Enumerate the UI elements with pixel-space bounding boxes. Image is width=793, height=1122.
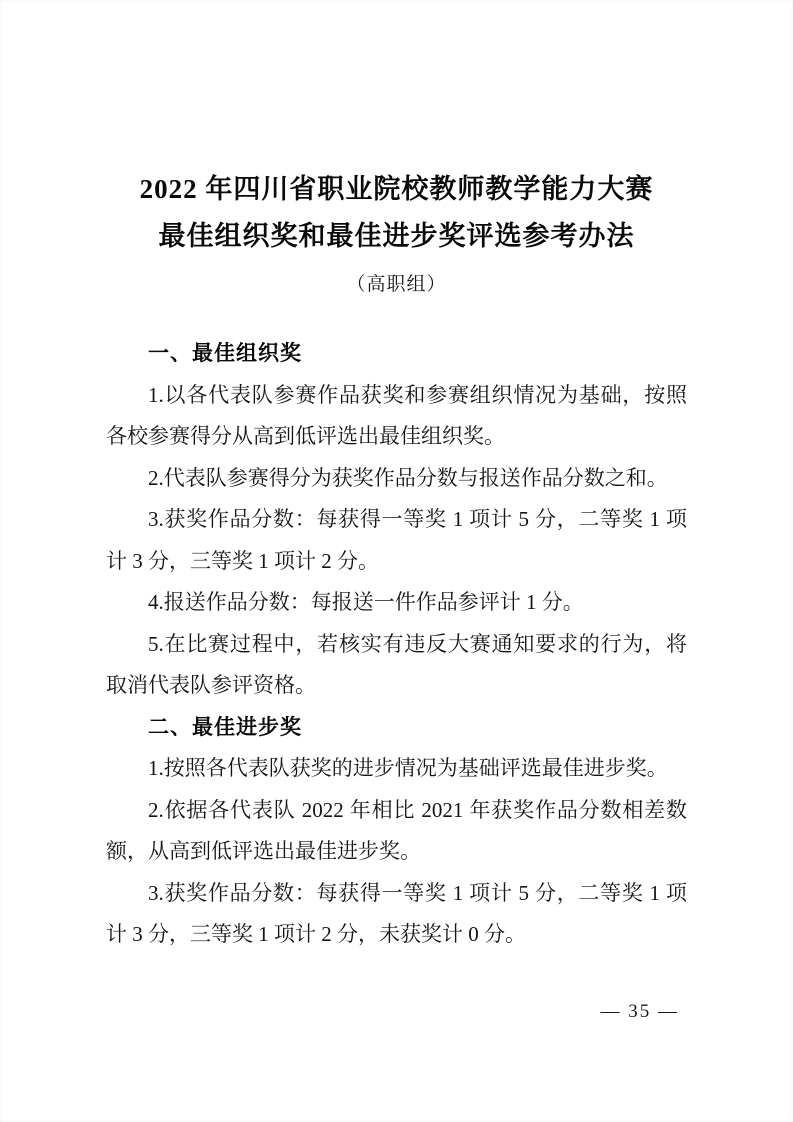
- section-1-paragraph-2: 2.代表队参赛得分为获奖作品分数与报送作品分数之和。: [148, 465, 668, 490]
- section-1-paragraph-3: 3.获奖作品分数：每获得一等奖 1 项计 5 分，二等奖 1 项计 3 分，三等奖 1 项计 2 分。: [106, 507, 687, 573]
- document-title: [0, 166, 793, 260]
- document-body: [106, 333, 687, 956]
- section-1-paragraph-1: 1.以各代表队参赛作品获奖和参赛组织情况为基础，按照各校参赛得分从高到低评选出最佳组织奖。: [106, 382, 687, 448]
- title-line-2: 最佳组织奖和最佳进步奖评选参考办法: [158, 221, 635, 251]
- section-1-heading: 一、最佳组织奖: [148, 342, 302, 365]
- document-subtitle: （高职组）: [346, 274, 447, 295]
- section-1-paragraph-5: 5.在比赛过程中，若核实有违反大赛通知要求的行为，将取消代表队参评资格。: [106, 631, 687, 697]
- section-2-paragraph-1: 1.按照各代表队获奖的进步情况为基础评选最佳进步奖。: [148, 756, 668, 780]
- section-1-paragraph-4: 4.报送作品分数：每报送一件作品参评计 1 分。: [148, 590, 584, 614]
- page-number: — 35 —: [600, 1001, 679, 1022]
- section-2-paragraph-3: 3.获奖作品分数：每获得一等奖 1 项计 5 分，二等奖 1 项计 3 分，三等奖 1 项计 2 分，未获奖计 0 分。: [106, 880, 687, 946]
- section-2-heading: 二、最佳进步奖: [148, 715, 302, 739]
- title-line-1: 2022 年四川省职业院校教师教学能力大赛: [139, 174, 654, 204]
- section-2-paragraph-2: 2.依据各代表队 2022 年相比 2021 年获奖作品分数相差数额，从高到低评选出最佳进步奖。: [106, 797, 687, 863]
